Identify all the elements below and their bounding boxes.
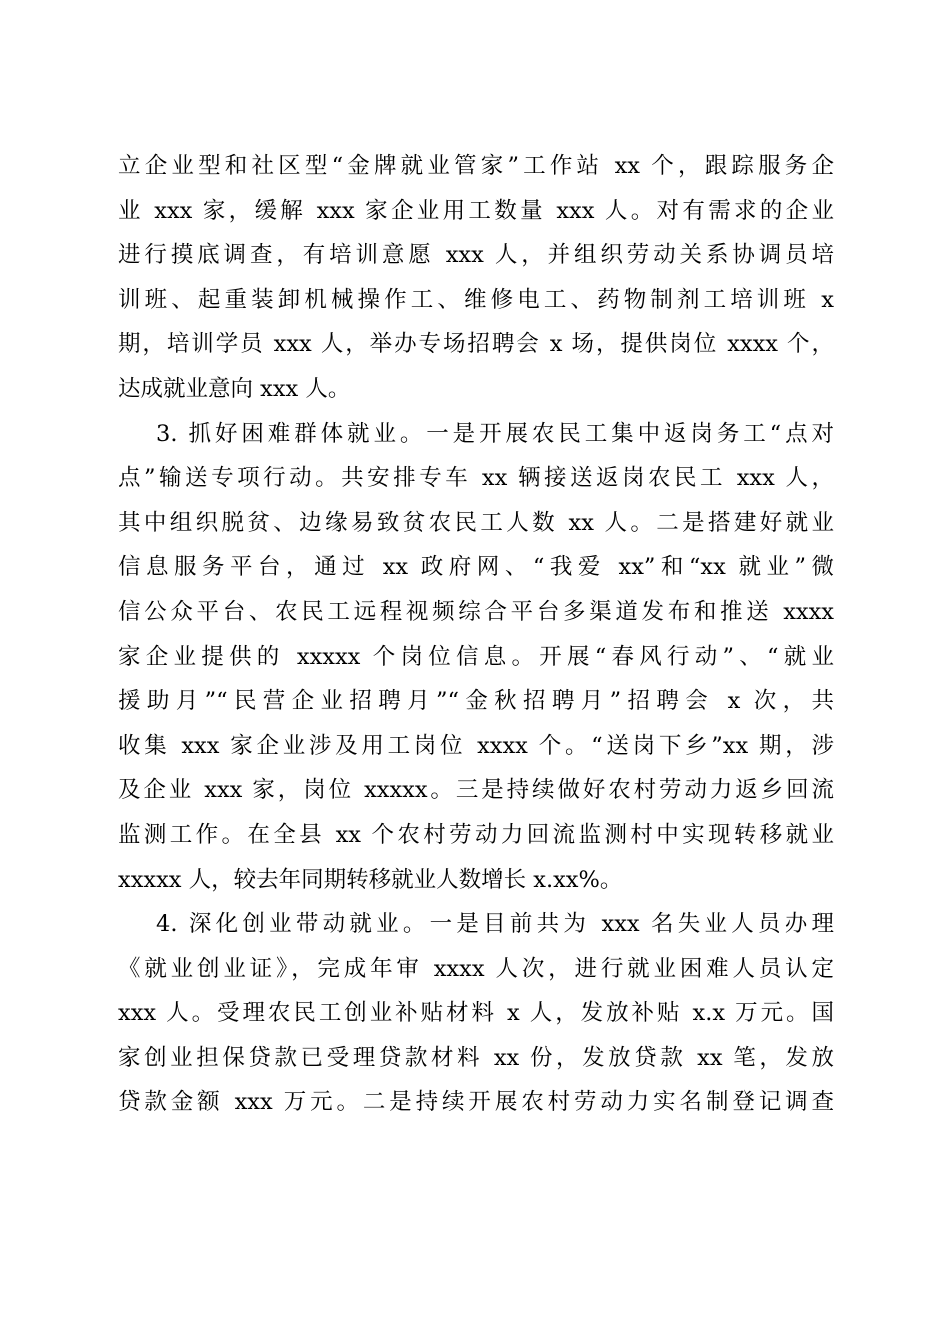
- text-line: 信公众平台、农民工远程视频综合平台多渠道发布和推送 xxxx: [118, 598, 834, 625]
- text-line: 贷款金额 xxx 万元。二是持续开展农村劳动力实名制登记调查: [118, 1089, 834, 1116]
- text-line: 援助月”“民营企业招聘月”“金秋招聘月”招聘会 x 次，共: [118, 688, 834, 715]
- text-line: xxxxx 人，较去年同期转移就业人数增长 x.xx%。: [118, 866, 623, 893]
- text-line: 训班、起重装卸机械操作工、维修电工、药物制剂工培训班 x: [118, 286, 834, 313]
- text-line: 家创业担保贷款已受理贷款材料 xx 份，发放贷款 xx 笔，发放: [118, 1044, 834, 1071]
- text-line: 点”输送专项行动。共安排专车 xx 辆接送返岗农民工 xxx 人，: [118, 465, 834, 492]
- text-line: 监测工作。在全县 xx 个农村劳动力回流监测村中实现转移就业: [118, 821, 834, 848]
- text-line: 信息服务平台，通过 xx 政府网、“我爱 xx”和“xx 就业”微: [118, 554, 834, 581]
- text-line: 期，培训学员 xxx 人，举办专场招聘会 x 场，提供岗位 xxxx 个，: [118, 331, 834, 358]
- text-line: 《就业创业证》，完成年审 xxxx 人次，进行就业困难人员认定: [118, 955, 834, 982]
- text-line: 收集 xxx 家企业涉及用工岗位 xxxx 个。“送岗下乡”xx 期，涉: [118, 732, 834, 759]
- section-4-heading-line: 4. 深化创业带动就业。一是目前共为 xxx 名失业人员办理: [156, 911, 834, 938]
- text-line: xxx 人。受理农民工创业补贴材料 x 人，发放补贴 x.x 万元。国: [118, 1000, 834, 1027]
- text-line: 家企业提供的 xxxxx 个岗位信息。开展“春风行动”、“就业: [118, 643, 834, 670]
- text-line: 其中组织脱贫、边缘易致贫农民工人数 xx 人。二是搭建好就业: [118, 509, 834, 536]
- section-3-heading-line: 3. 抓好困难群体就业。一是开展农民工集中返岗务工“点对: [156, 420, 834, 447]
- text-line: 进行摸底调查，有培训意愿 xxx 人，并组织劳动关系协调员培: [118, 242, 834, 269]
- text-line: 达成就业意向 xxx 人。: [118, 375, 351, 402]
- body-text: [118, 144, 834, 1125]
- text-line: 及企业 xxx 家，岗位 xxxxx。三是持续做好农村劳动力返乡回流: [118, 777, 834, 804]
- text-line: 业 xxx 家，缓解 xxx 家企业用工数量 xxx 人。对有需求的企业: [118, 197, 834, 224]
- text-line: 立企业型和社区型“金牌就业管家”工作站 xx 个，跟踪服务企: [118, 153, 834, 179]
